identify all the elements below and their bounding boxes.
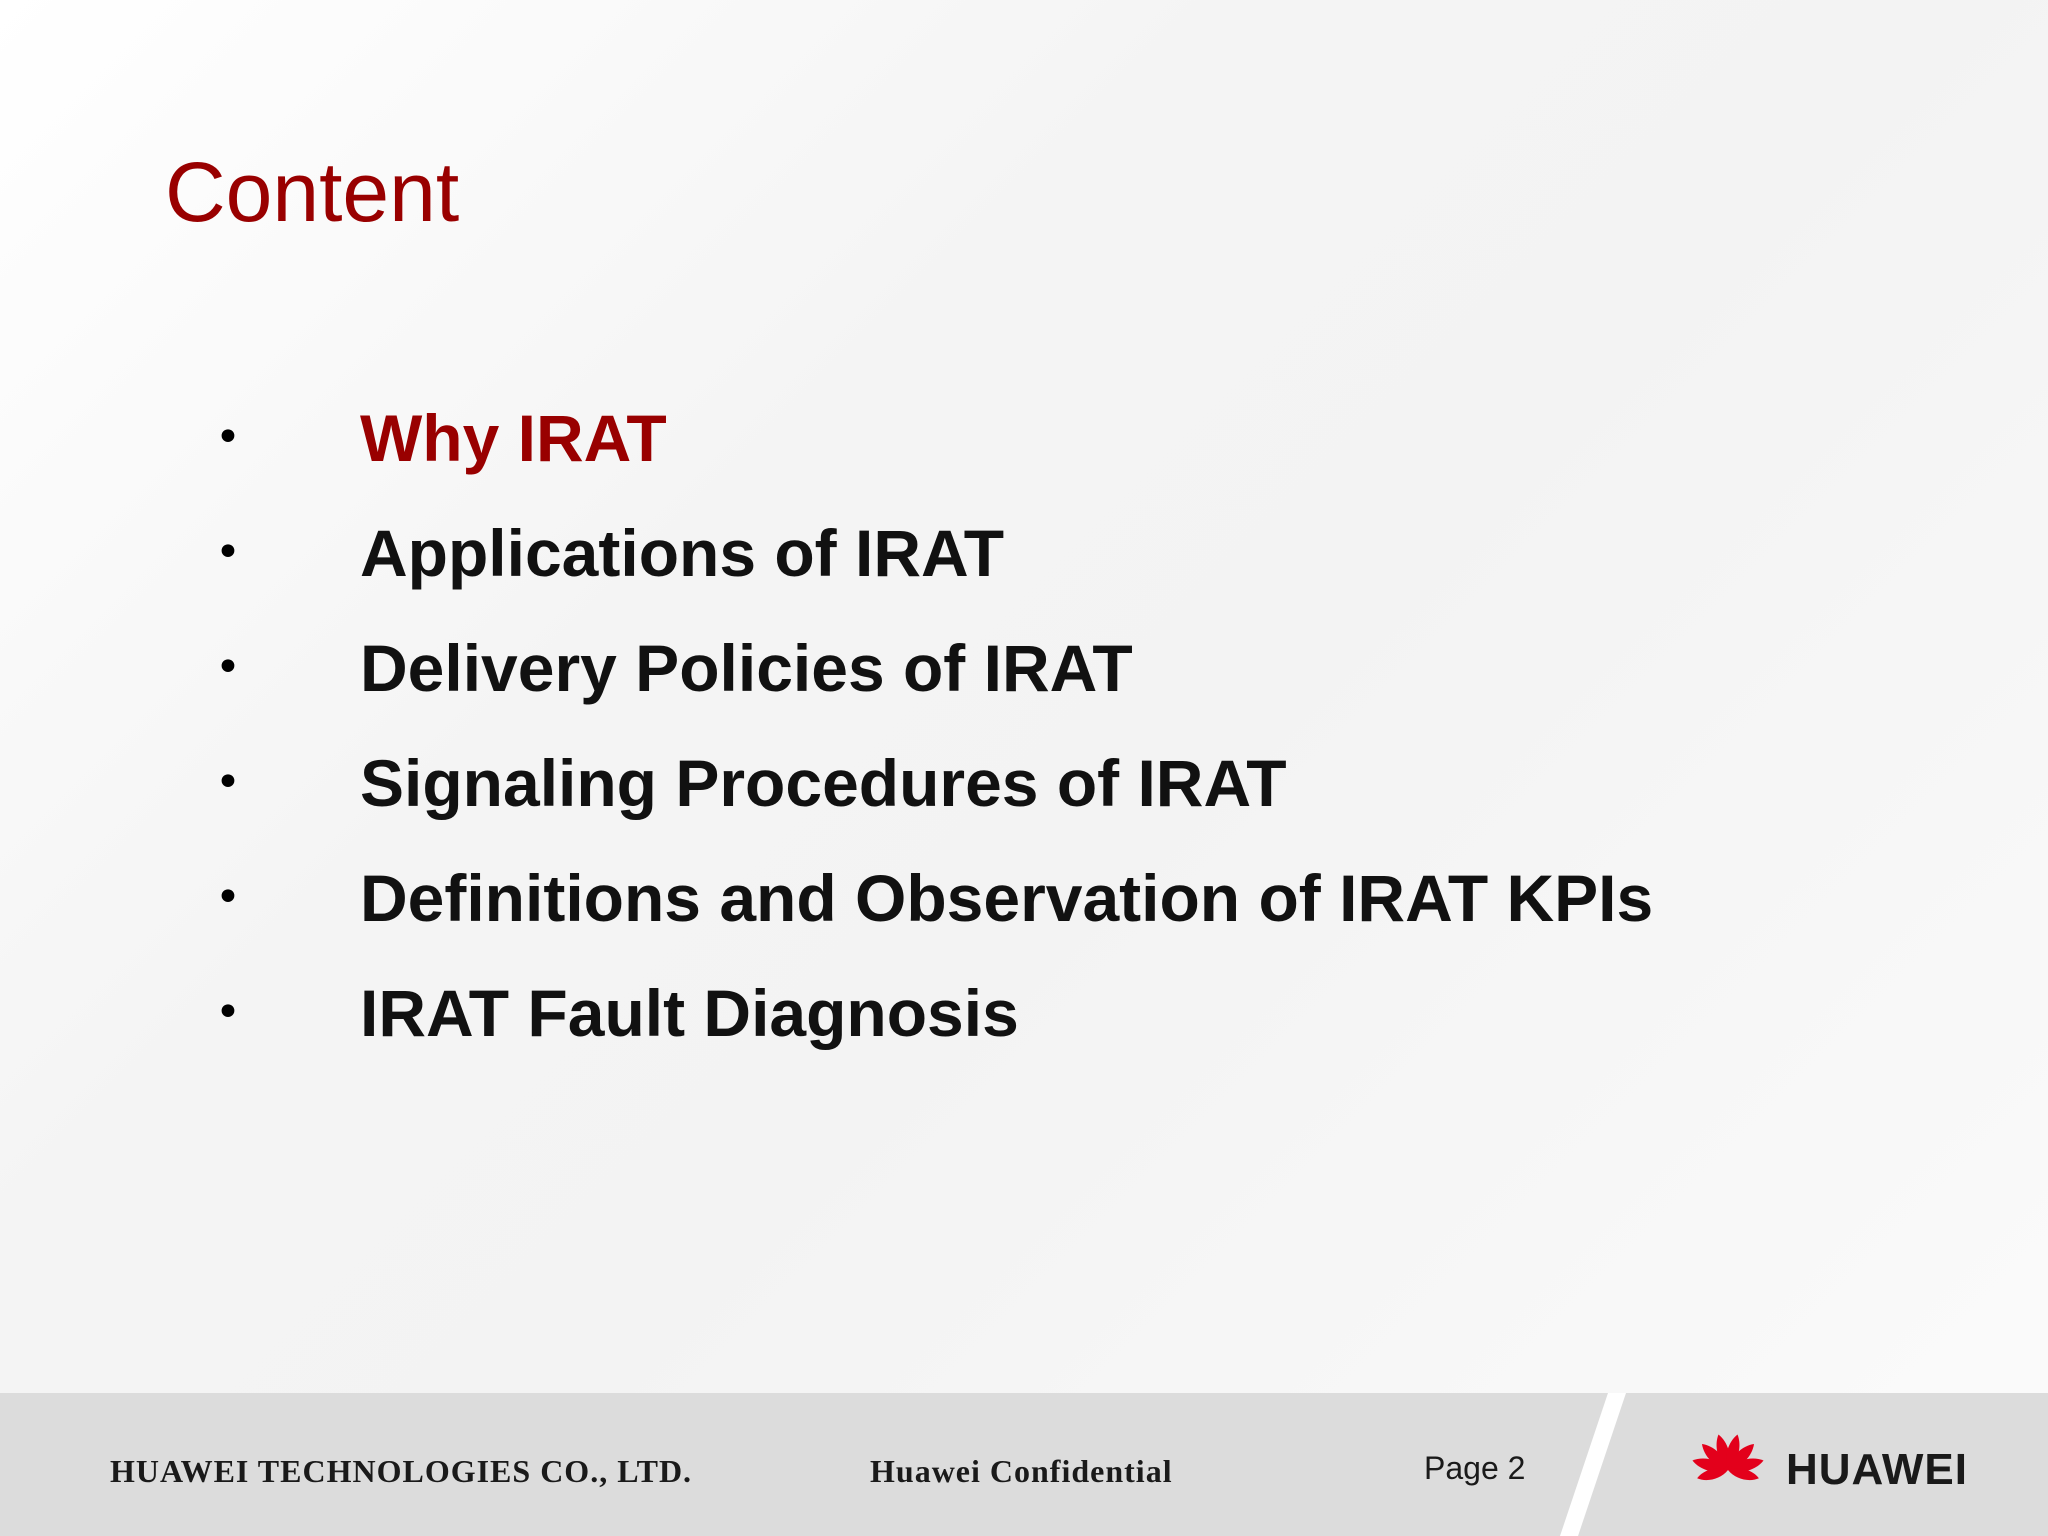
footer-company-name: HUAWEI TECHNOLOGIES CO., LTD.	[110, 1453, 693, 1489]
footer-confidential-label: Huawei Confidential	[870, 1453, 1173, 1489]
agenda-item-label: Definitions and Observation of IRAT KPIs	[360, 860, 1654, 935]
huawei-brand	[1680, 1430, 1968, 1510]
bullet-dot-icon: •	[215, 986, 241, 1038]
agenda-item-applications	[215, 495, 1653, 610]
agenda-item-label: Applications of IRAT	[360, 515, 1005, 590]
agenda-item-label: Signaling Procedures of IRAT	[360, 745, 1287, 820]
agenda-item-signaling-procedures	[215, 725, 1653, 840]
footer-divider-swoosh	[1560, 1393, 1650, 1536]
bullet-dot-icon: •	[215, 871, 241, 923]
bullet-dot-icon: •	[215, 641, 241, 693]
bullet-dot-icon: •	[215, 756, 241, 808]
huawei-petal-logo-icon	[1680, 1430, 1776, 1510]
agenda-item-label: Delivery Policies of IRAT	[360, 630, 1133, 705]
agenda-item-delivery-policies	[215, 610, 1653, 725]
agenda-item-why-irat	[215, 380, 1653, 495]
agenda-item-label: Why IRAT	[360, 400, 667, 475]
page-number: Page 2	[1424, 1450, 1526, 1486]
bullet-dot-icon: •	[215, 411, 241, 463]
agenda-list	[215, 380, 1653, 1070]
huawei-wordmark: HUAWEI	[1786, 1445, 1968, 1494]
slide-title: Content	[165, 145, 460, 239]
agenda-item-fault-diagnosis	[215, 955, 1653, 1070]
bullet-dot-icon: •	[215, 526, 241, 578]
agenda-item-kpi-definitions	[215, 840, 1653, 955]
agenda-item-label: IRAT Fault Diagnosis	[360, 975, 1019, 1050]
